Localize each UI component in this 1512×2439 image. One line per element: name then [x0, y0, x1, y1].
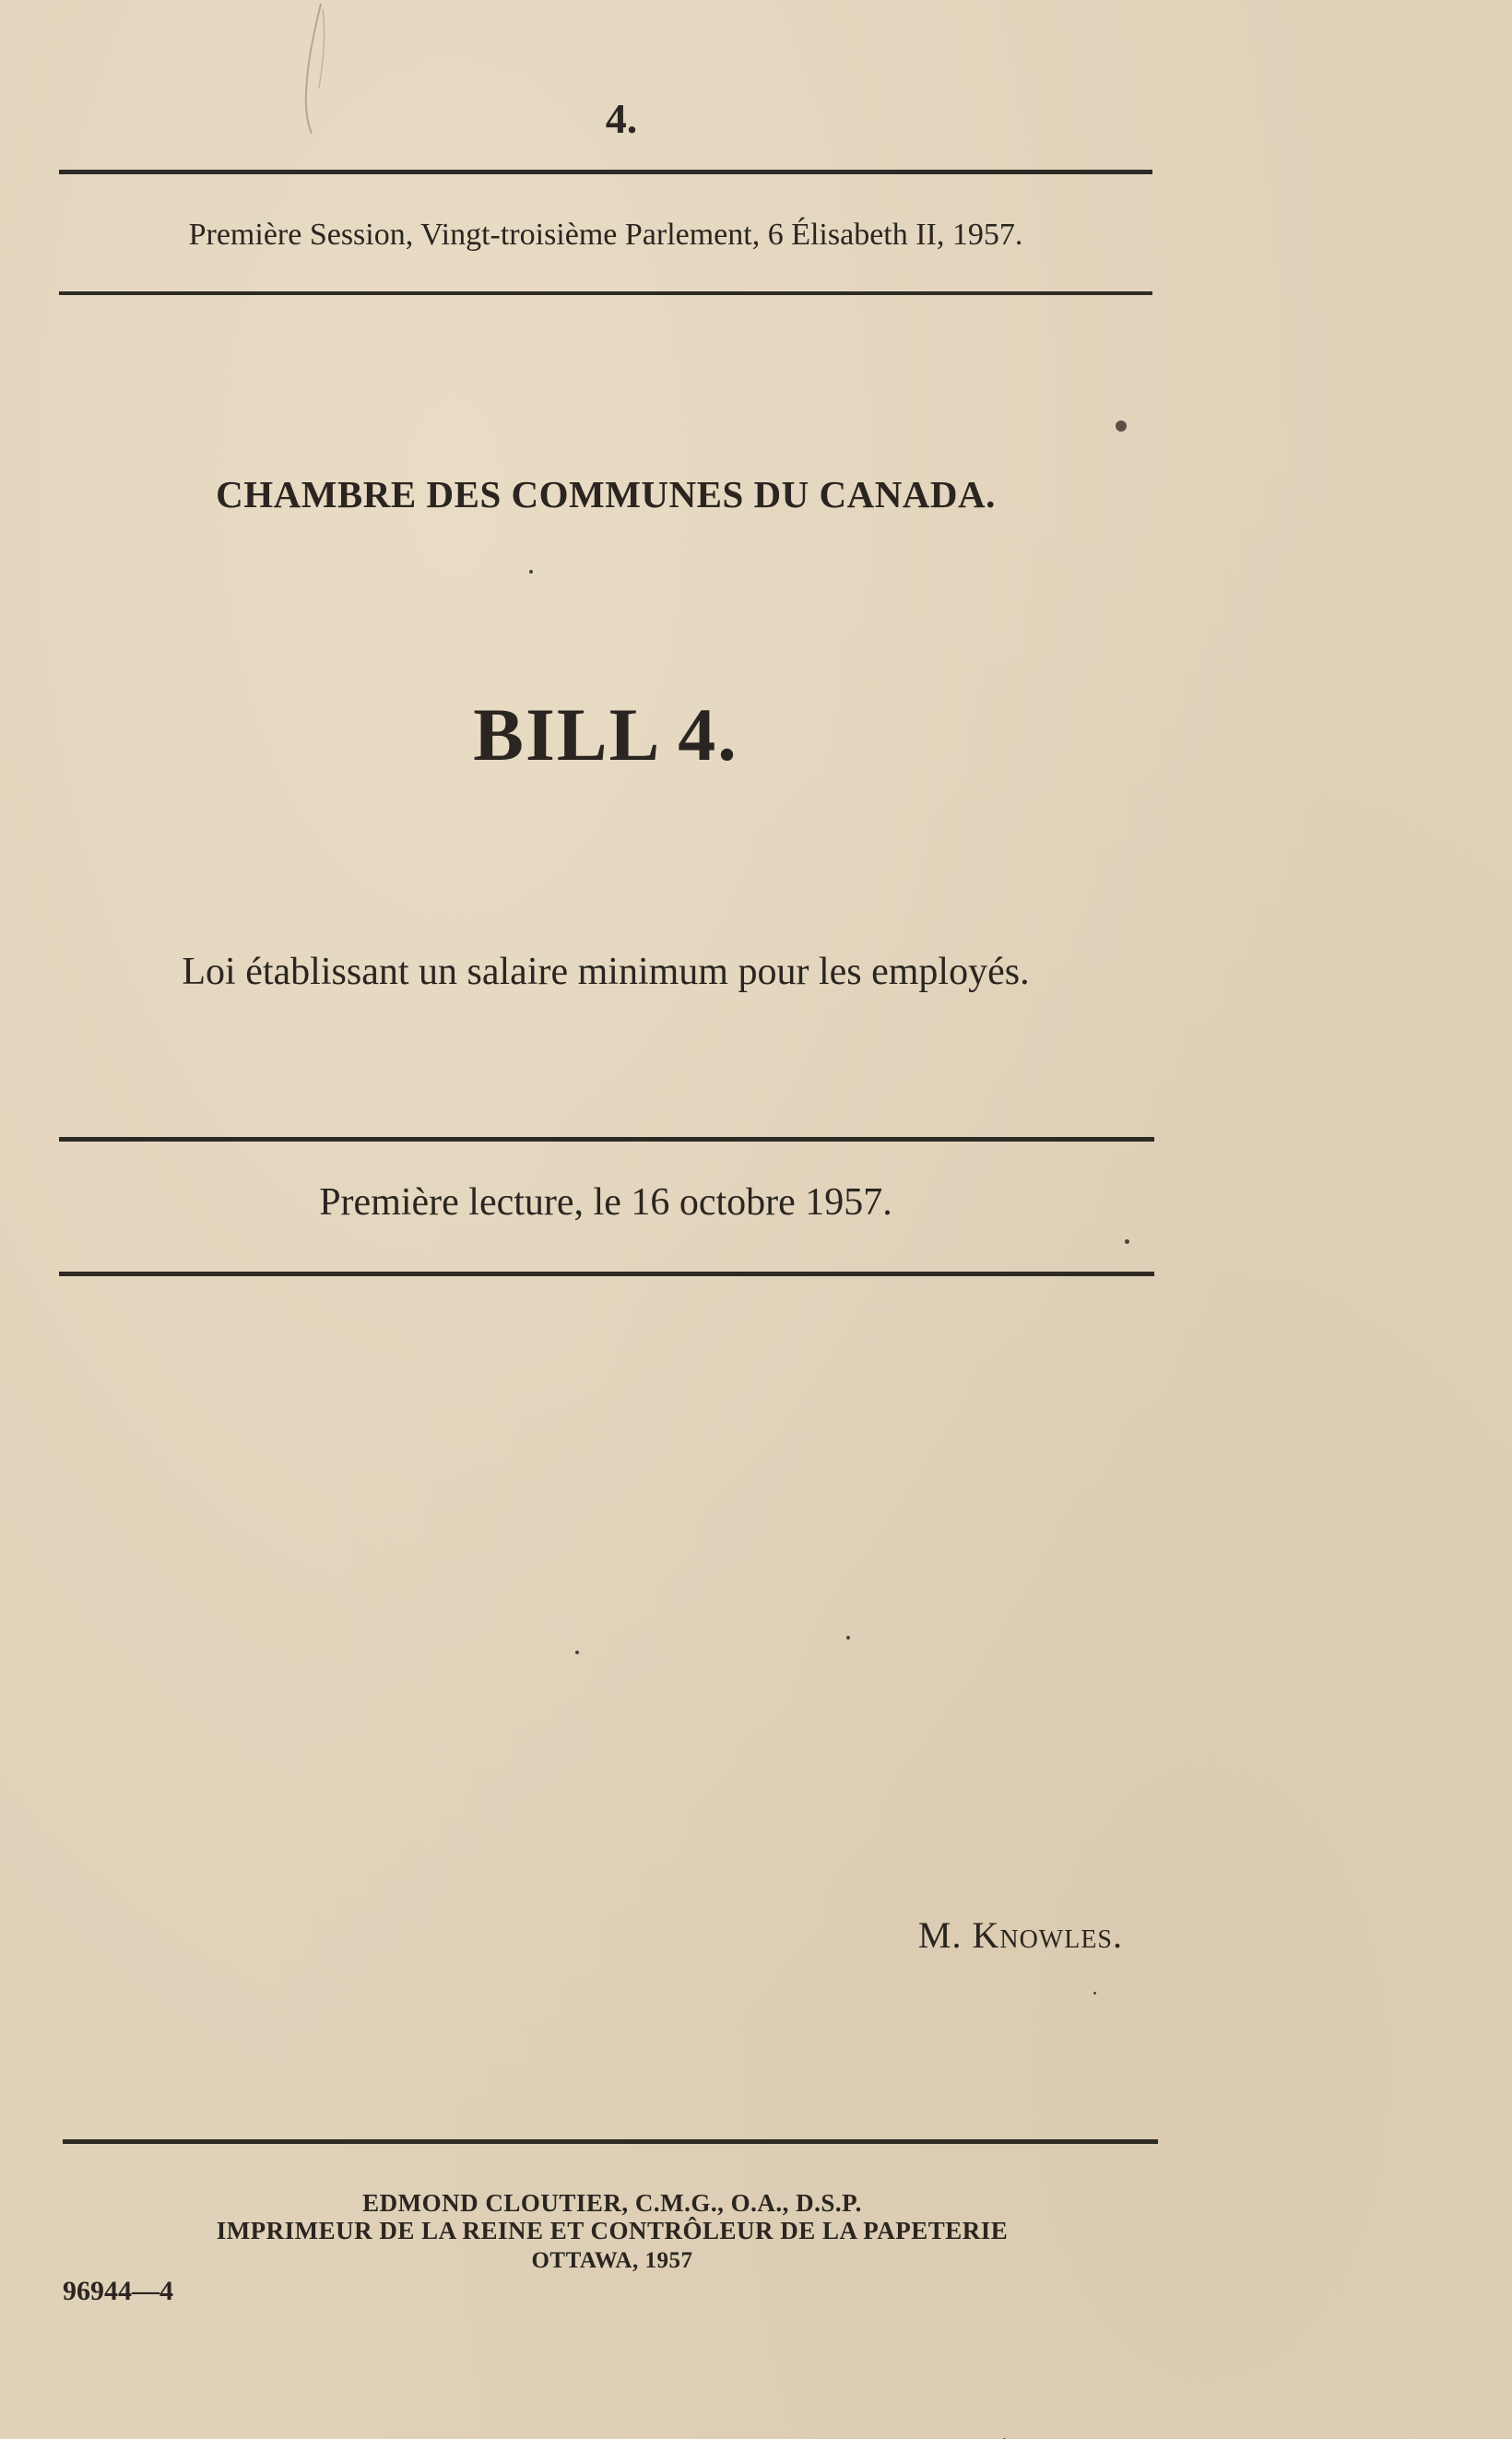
reading-bottom-rule: [59, 1272, 1154, 1276]
session-rule: [59, 291, 1152, 295]
catalog-number: 96944—4: [63, 2276, 173, 2306]
printer-place: OTTAWA, 1957: [531, 2248, 693, 2273]
reading-top-rule: [59, 1137, 1154, 1142]
paper-speck: [1093, 1992, 1096, 1995]
paper-speck: [529, 570, 533, 574]
page-number: 4.: [605, 95, 638, 142]
bill-description: Loi établissant un salaire minimum pour les employés.: [182, 951, 1030, 993]
top-rule: [59, 170, 1152, 174]
paper-speck: [846, 1636, 850, 1640]
first-reading: Première lecture, le 16 octobre 1957.: [319, 1181, 892, 1224]
printer-name: EDMOND CLOUTIER, C.M.G., O.A., D.S.P.: [362, 2189, 862, 2217]
printer-rule: [63, 2139, 1158, 2144]
chamber-heading: CHAMBRE DES COMMUNES DU CANADA.: [216, 473, 996, 515]
paper-speck: [1116, 420, 1127, 432]
session-line: Première Session, Vingt-troisième Parlement, 6 Élisabeth II, 1957.: [188, 218, 1023, 252]
paper-speck: [1125, 1239, 1129, 1244]
paper-speck: [575, 1651, 579, 1654]
sponsor-name: M. Knowles.: [917, 1914, 1123, 1956]
printer-title: IMPRIMEUR DE LA REINE ET CONTRÔLEUR DE LA PAPETERIE: [216, 2217, 1009, 2244]
bill-title: BILL 4.: [473, 693, 738, 776]
